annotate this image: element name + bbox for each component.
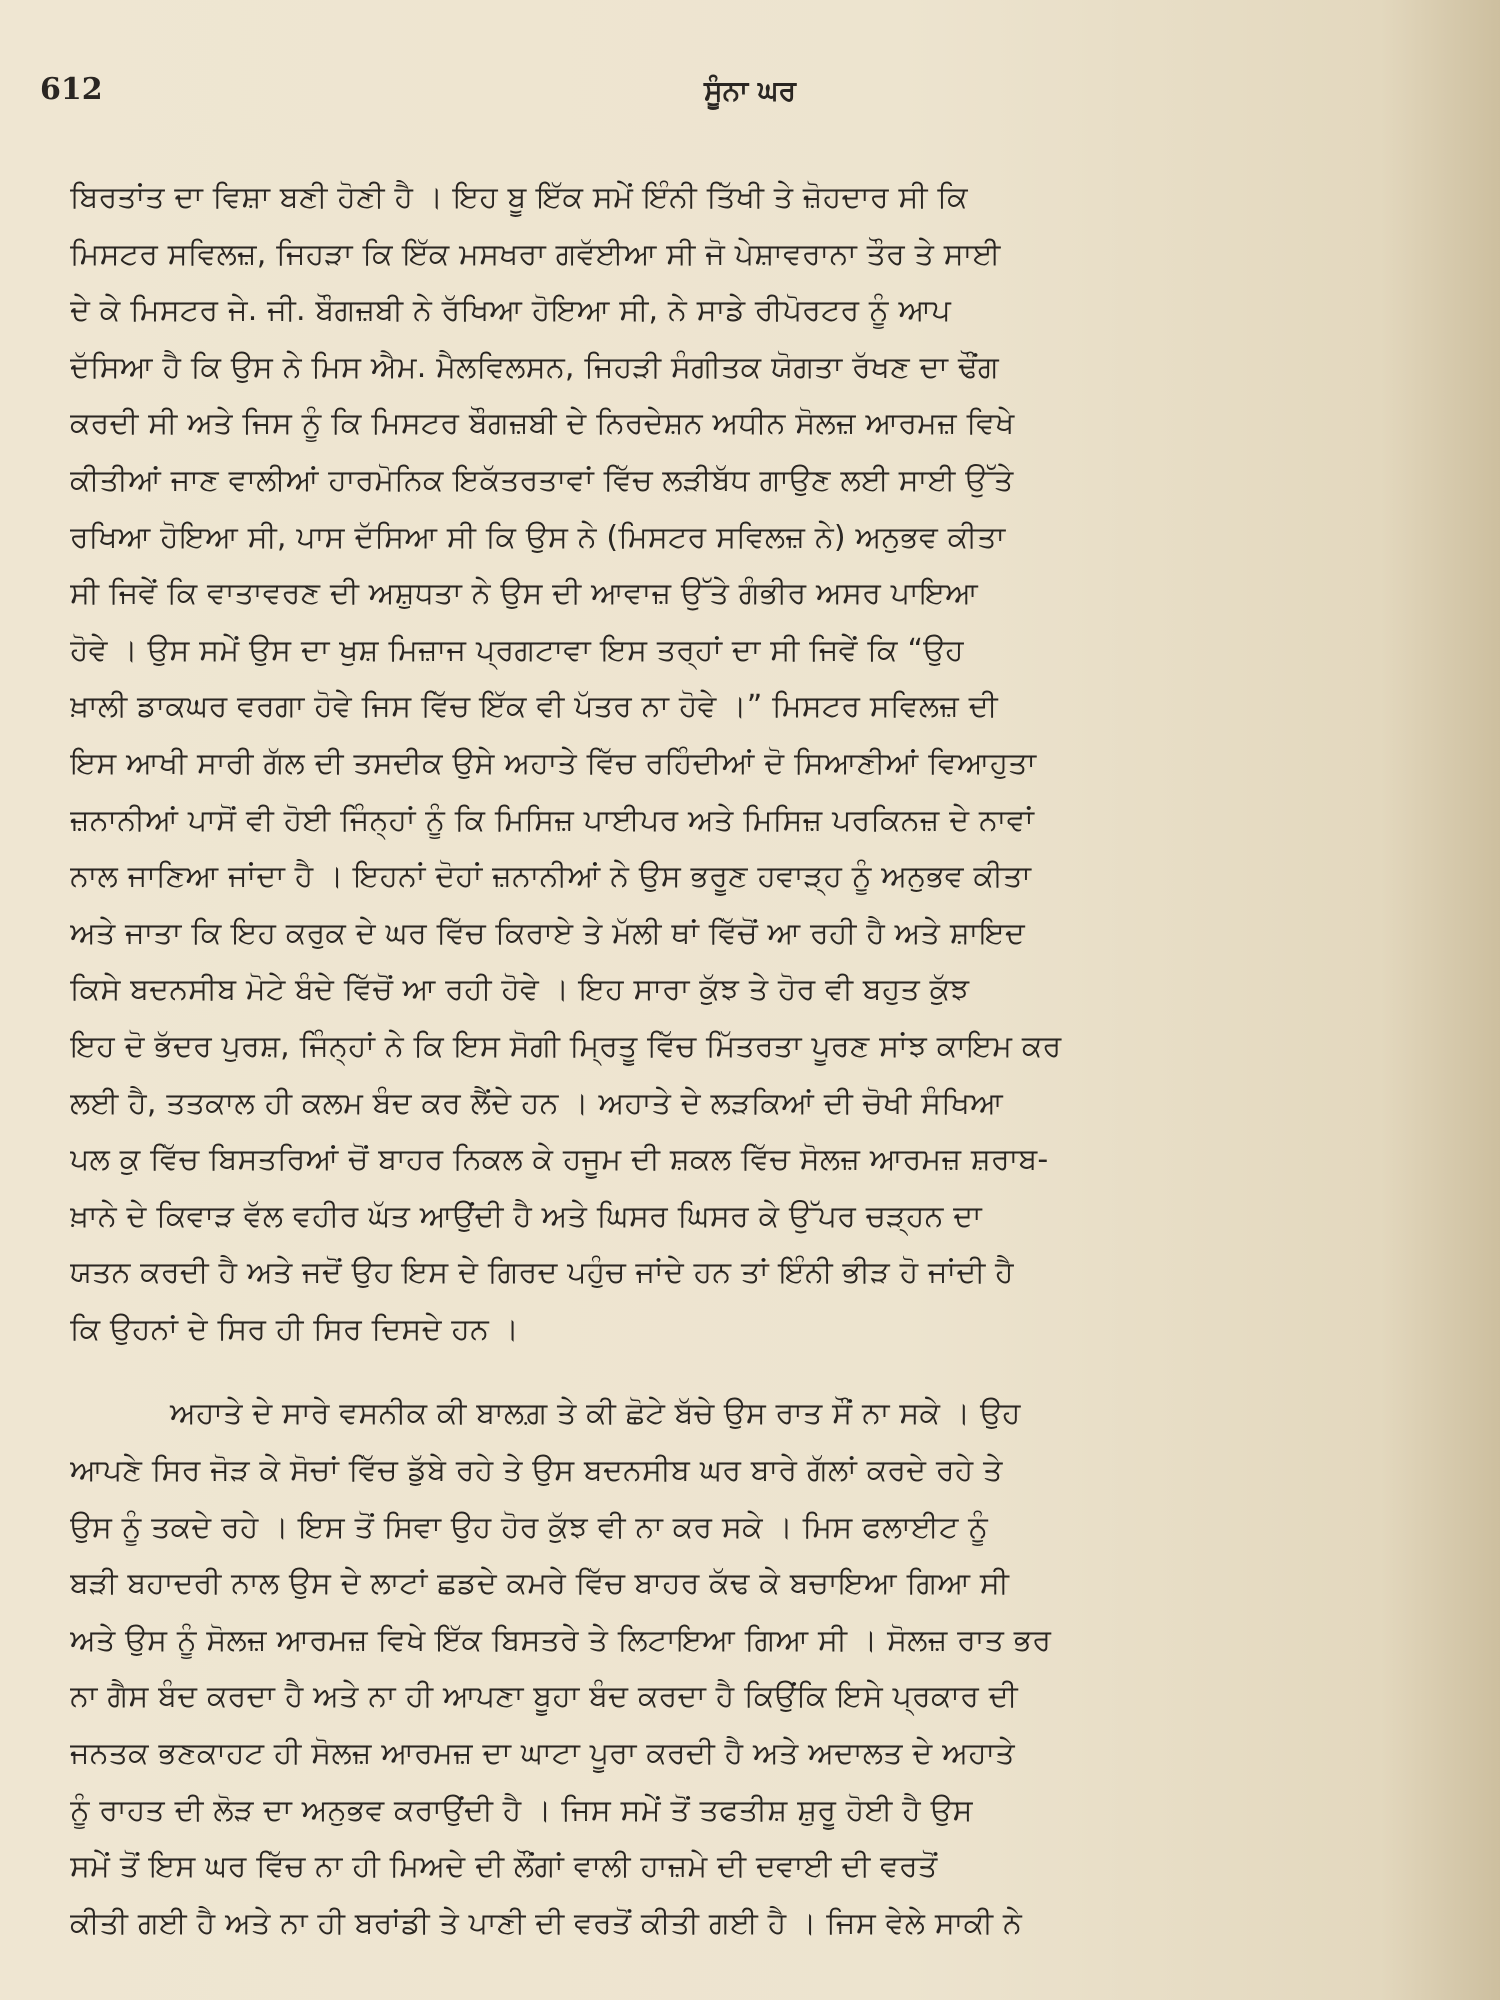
- text-line: ਨੂੰ ਰਾਹਤ ਦੀ ਲੋੜ ਦਾ ਅਨੁਭਵ ਕਰਾਉਂਦੀ ਹੈ । ਜਿਸ ਸਮੇਂ ਤੋਂ ਤਫਤੀਸ਼ ਸ਼ੁਰੂ ਹੋਈ ਹੈ ਉਸ: [70, 1792, 973, 1828]
- text-line: ਖ਼ਾਲੀ ਡਾਕਘਰ ਵਰਗਾ ਹੋਵੇ ਜਿਸ ਵਿੱਚ ਇੱਕ ਵੀ ਪੱਤਰ ਨਾ ਹੋਵੇ ।” ਮਿਸਟਰ ਸਵਿਲਜ਼ ਦੀ: [70, 689, 998, 725]
- text-line: ਦੇ ਕੇ ਮਿਸਟਰ ਜੇ. ਜੀ. ਬੌਗਜ਼ਬੀ ਨੇ ਰੱਖਿਆ ਹੋਇਆ ਸੀ, ਨੇ ਸਾਡੇ ਰੀਪੋਰਟਰ ਨੂੰ ਆਪ: [70, 293, 951, 329]
- running-title: ਸੂੰਨਾ ਘਰ: [703, 74, 797, 107]
- text-line: ਨਾ ਗੈਸ ਬੰਦ ਕਰਦਾ ਹੈ ਅਤੇ ਨਾ ਹੀ ਆਪਣਾ ਬੂਹਾ ਬੰਦ ਕਰਦਾ ਹੈ ਕਿਉਂਕਿ ਇਸੇ ਪ੍ਰਕਾਰ ਦੀ: [70, 1679, 1018, 1715]
- text-line: ਕਰਦੀ ਸੀ ਅਤੇ ਜਿਸ ਨੂੰ ਕਿ ਮਿਸਟਰ ਬੌਗਜ਼ਬੀ ਦੇ ਨਿਰਦੇਸ਼ਨ ਅਧੀਨ ਸੋਲਜ਼ ਆਰਮਜ਼ ਵਿਖੇ: [70, 406, 1015, 442]
- text-line: ਮਿਸਟਰ ਸਵਿਲਜ਼, ਜਿਹੜਾ ਕਿ ਇੱਕ ਮਸਖਰਾ ਗਵੱਈਆ ਸੀ ਜੋ ਪੇਸ਼ਾਵਰਾਨਾ ਤੌਰ ਤੇ ਸਾਈ: [70, 236, 1001, 272]
- text-line: ਪਲ ਕੁ ਵਿੱਚ ਬਿਸਤਰਿਆਂ ਚੋਂ ਬਾਹਰ ਨਿਕਲ ਕੇ ਹਜੂਮ ਦੀ ਸ਼ਕਲ ਵਿੱਚ ਸੋਲਜ਼ ਆਰਮਜ਼ ਸ਼ਰਾਬ-: [70, 1142, 1049, 1178]
- text-line: ਇਹ ਦੋ ਭੱਦਰ ਪੁਰਸ਼, ਜਿੰਨ੍ਹਾਂ ਨੇ ਕਿ ਇਸ ਸੋਗੀ ਮ੍ਰਿਤੂ ਵਿੱਚ ਮਿੱਤਰਤਾ ਪੂਰਣ ਸਾਂਝ ਕਾਇਮ ਕਰ: [70, 1028, 1062, 1064]
- text-line: ਆਪਣੇ ਸਿਰ ਜੋੜ ਕੇ ਸੋਚਾਂ ਵਿੱਚ ਡੁੱਬੇ ਰਹੇ ਤੇ ਉਸ ਬਦਨਸੀਬ ਘਰ ਬਾਰੇ ਗੱਲਾਂ ਕਰਦੇ ਰਹੇ ਤੇ: [70, 1453, 1003, 1489]
- text-line: ਬੜੀ ਬਹਾਦਰੀ ਨਾਲ ਉਸ ਦੇ ਲਾਟਾਂ ਛਡਦੇ ਕਮਰੇ ਵਿੱਚ ਬਾਹਰ ਕੱਢ ਕੇ ਬਚਾਇਆ ਗਿਆ ਸੀ: [70, 1566, 1010, 1602]
- text-line: ਕਿ ਉਹਨਾਂ ਦੇ ਸਿਰ ਹੀ ਸਿਰ ਦਿਸਦੇ ਹਨ ।: [70, 1311, 520, 1347]
- text-line: ਜ਼ਨਾਨੀਆਂ ਪਾਸੋਂ ਵੀ ਹੋਈ ਜਿੰਨ੍ਹਾਂ ਨੂੰ ਕਿ ਮਿਸਿਜ਼ ਪਾਈਪਰ ਅਤੇ ਮਿਸਿਜ਼ ਪਰਕਿਨਜ਼ ਦੇ ਨਾਵਾਂ: [70, 802, 1035, 838]
- text-line: ਸਮੇਂ ਤੋਂ ਇਸ ਘਰ ਵਿੱਚ ਨਾ ਹੀ ਮਿਅਦੇ ਦੀ ਲੌਂਗਾਂ ਵਾਲੀ ਹਾਜ਼ਮੇ ਦੀ ਦਵਾਈ ਦੀ ਵਰਤੋਂ: [70, 1849, 938, 1885]
- text-line: ਲਈ ਹੈ, ਤਤਕਾਲ ਹੀ ਕਲਮ ਬੰਦ ਕਰ ਲੈਂਦੇ ਹਨ । ਅਹਾਤੇ ਦੇ ਲੜਕਿਆਂ ਦੀ ਚੋਖੀ ਸੰਖਿਆ: [70, 1085, 1003, 1121]
- text-line: ਉਸ ਨੂੰ ਤਕਦੇ ਰਹੇ । ਇਸ ਤੋਂ ਸਿਵਾ ਉਹ ਹੋਰ ਕੁੱਝ ਵੀ ਨਾ ਕਰ ਸਕੇ । ਮਿਸ ਫਲਾਈਟ ਨੂੰ: [70, 1509, 988, 1545]
- text-line: ਯਤਨ ਕਰਦੀ ਹੈ ਅਤੇ ਜਦੋਂ ਉਹ ਇਸ ਦੇ ਗਿਰਦ ਪਹੁੰਚ ਜਾਂਦੇ ਹਨ ਤਾਂ ਇੰਨੀ ਭੀੜ ਹੋ ਜਾਂਦੀ ਹੈ: [70, 1255, 1014, 1291]
- page-number: 612: [40, 72, 103, 107]
- text-line: ਇਸ ਆਖੀ ਸਾਰੀ ਗੱਲ ਦੀ ਤਸਦੀਕ ਉਸੇ ਅਹਾਤੇ ਵਿੱਚ ਰਹਿੰਦੀਆਂ ਦੋ ਸਿਆਣੀਆਂ ਵਿਆਹੁਤਾ: [70, 745, 1037, 781]
- paragraph: [70, 1386, 1465, 1952]
- text-line: ਅਤੇ ਉਸ ਨੂੰ ਸੋਲਜ਼ ਆਰਮਜ਼ ਵਿਖੇ ਇੱਕ ਬਿਸਤਰੇ ਤੇ ਲਿਟਾਇਆ ਗਿਆ ਸੀ । ਸੋਲਜ਼ ਰਾਤ ਭਰ: [70, 1622, 1052, 1658]
- text-line: ਅਹਾਤੇ ਦੇ ਸਾਰੇ ਵਸਨੀਕ ਕੀ ਬਾਲਗ਼ ਤੇ ਕੀ ਛੋਟੇ ਬੱਚੇ ਉਸ ਰਾਤ ਸੌਂ ਨਾ ਸਕੇ । ਉਹ: [170, 1396, 1021, 1432]
- page-header: [40, 72, 1460, 124]
- text-line: ਬਿਰਤਾਂਤ ਦਾ ਵਿਸ਼ਾ ਬਣੀ ਹੋਣੀ ਹੈ । ਇਹ ਬੂ ਇੱਕ ਸਮੇਂ ਇੰਨੀ ਤਿੱਖੀ ਤੇ ਜ਼ੋਹਦਾਰ ਸੀ ਕਿ: [70, 180, 968, 215]
- text-line: ਕੀਤੀ ਗਈ ਹੈ ਅਤੇ ਨਾ ਹੀ ਬਰਾਂਡੀ ਤੇ ਪਾਣੀ ਦੀ ਵਰਤੋਂ ਕੀਤੀ ਗਈ ਹੈ । ਜਿਸ ਵੇਲੇ ਸਾਕੀ ਨੇ: [70, 1905, 1022, 1941]
- body-text: [70, 170, 1465, 1952]
- paragraph: [70, 170, 1465, 1358]
- text-line: ਨਾਲ ਜਾਣਿਆ ਜਾਂਦਾ ਹੈ । ਇਹਨਾਂ ਦੋਹਾਂ ਜ਼ਨਾਨੀਆਂ ਨੇ ਉਸ ਭਰੂਣ ਹਵਾੜ੍ਹ ਨੂੰ ਅਨੁਭਵ ਕੀਤਾ: [70, 859, 1032, 895]
- text-line: ਹੋਵੇ । ਉਸ ਸਮੇਂ ਉਸ ਦਾ ਖੁਸ਼ ਮਿਜ਼ਾਜ ਪ੍ਰਗਟਾਵਾ ਇਸ ਤਰ੍ਹਾਂ ਦਾ ਸੀ ਜਿਵੇਂ ਕਿ “ਉਹ: [70, 632, 964, 668]
- text-line: ਕੀਤੀਆਂ ਜਾਣ ਵਾਲੀਆਂ ਹਾਰਮੋਨਿਕ ਇਕੱਤਰਤਾਵਾਂ ਵਿੱਚ ਲੜੀਬੱਧ ਗਾਉਣ ਲਈ ਸਾਈ ਉੱਤੇ: [70, 462, 1014, 498]
- text-line: ਖ਼ਾਨੇ ਦੇ ਕਿਵਾੜ ਵੱਲ ਵਹੀਰ ਘੱਤ ਆਉਂਦੀ ਹੈ ਅਤੇ ਘਿਸਰ ਘਿਸਰ ਕੇ ਉੱਪਰ ਚੜ੍ਹਨ ਦਾ: [70, 1198, 982, 1234]
- text-line: ਕਿਸੇ ਬਦਨਸੀਬ ਮੋਟੇ ਬੰਦੇ ਵਿੱਚੋਂ ਆ ਰਹੀ ਹੋਵੇ । ਇਹ ਸਾਰਾ ਕੁੱਝ ਤੇ ਹੋਰ ਵੀ ਬਹੁਤ ਕੁੱਝ: [70, 972, 970, 1008]
- text-line: ਅਤੇ ਜਾਤਾ ਕਿ ਇਹ ਕਰੁਕ ਦੇ ਘਰ ਵਿੱਚ ਕਿਰਾਏ ਤੇ ਮੱਲੀ ਥਾਂ ਵਿੱਚੋਂ ਆ ਰਹੀ ਹੈ ਅਤੇ ਸ਼ਾਇਦ: [70, 915, 1025, 951]
- text-line: ਦੱਸਿਆ ਹੈ ਕਿ ਉਸ ਨੇ ਮਿਸ ਐਮ. ਮੈਲਵਿਲਸਨ, ਜਿਹੜੀ ਸੰਗੀਤਕ ਯੋਗਤਾ ਰੱਖਣ ਦਾ ਢੌਂਗ: [70, 349, 999, 385]
- text-line: ਜਨਤਕ ਭਣਕਾਹਟ ਹੀ ਸੋਲਜ਼ ਆਰਮਜ਼ ਦਾ ਘਾਟਾ ਪੂਰਾ ਕਰਦੀ ਹੈ ਅਤੇ ਅਦਾਲਤ ਦੇ ਅਹਾਤੇ: [70, 1736, 1015, 1772]
- text-line: ਸੀ ਜਿਵੇਂ ਕਿ ਵਾਤਾਵਰਣ ਦੀ ਅਸ਼ੁਧਤਾ ਨੇ ਉਸ ਦੀ ਆਵਾਜ਼ ਉੱਤੇ ਗੰਭੀਰ ਅਸਰ ਪਾਇਆ: [70, 576, 978, 612]
- text-line: ਰਖਿਆ ਹੋਇਆ ਸੀ, ਪਾਸ ਦੱਸਿਆ ਸੀ ਕਿ ਉਸ ਨੇ (ਮਿਸਟਰ ਸਵਿਲਜ਼ ਨੇ) ਅਨੁਭਵ ਕੀਤਾ: [70, 519, 1006, 555]
- paragraph-gap: [70, 1358, 1465, 1386]
